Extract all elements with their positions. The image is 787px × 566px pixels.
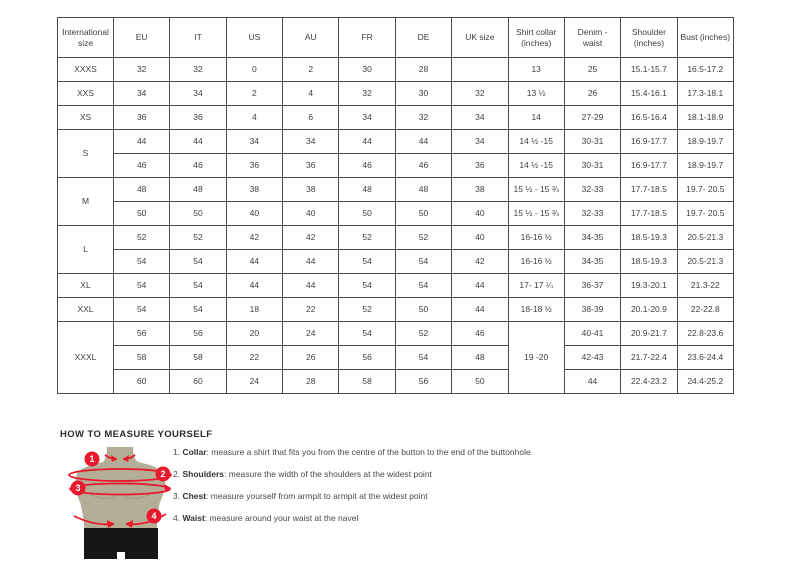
table-cell: 36	[114, 106, 170, 130]
table-cell: 18.1-18.9	[677, 106, 733, 130]
table-cell: 17- 17 ¼	[508, 274, 564, 298]
step-number: 4.	[173, 513, 183, 523]
column-header: FR	[339, 18, 395, 58]
measure-step	[173, 469, 531, 491]
table-cell: 46	[339, 154, 395, 178]
table-cell: 52	[395, 226, 451, 250]
table-cell: 44	[283, 274, 339, 298]
table-cell: 38	[226, 178, 282, 202]
table-cell: 44	[452, 274, 508, 298]
table-row	[58, 82, 734, 106]
step-text: : measure around your waist at the navel	[204, 513, 359, 523]
table-cell: 54	[395, 250, 451, 274]
table-cell: 18.9-19.7	[677, 130, 733, 154]
table-cell: 2	[226, 82, 282, 106]
table-cell: 58	[339, 370, 395, 394]
table-cell: 25	[564, 58, 620, 82]
table-row	[58, 130, 734, 154]
measure-steps-list	[173, 447, 531, 535]
size-group-label: XS	[58, 106, 114, 130]
table-row	[58, 202, 734, 226]
svg-text:1: 1	[89, 454, 95, 464]
table-cell: 15 ½ - 15 ¾	[508, 202, 564, 226]
table-cell: 14 ½ -15	[508, 130, 564, 154]
table-cell: 50	[170, 202, 226, 226]
table-cell: 26	[283, 346, 339, 370]
table-cell: 44	[226, 274, 282, 298]
table-cell: 48	[452, 346, 508, 370]
column-header: DE	[395, 18, 451, 58]
table-cell: 54	[395, 346, 451, 370]
table-cell: 28	[283, 370, 339, 394]
table-cell: 32	[114, 58, 170, 82]
table-row	[58, 154, 734, 178]
badge-2	[156, 467, 171, 482]
table-cell: 34	[170, 82, 226, 106]
table-cell: 22.4-23.2	[621, 370, 677, 394]
column-header: UK size	[452, 18, 508, 58]
measure-section-title: HOW TO MEASURE YOURSELF	[60, 429, 213, 440]
size-group-label: XXS	[58, 82, 114, 106]
table-cell: 44	[114, 130, 170, 154]
table-cell: 46	[452, 322, 508, 346]
table-cell: 54	[170, 274, 226, 298]
table-cell: 24	[226, 370, 282, 394]
table-cell: 56	[114, 322, 170, 346]
table-cell: 40-41	[564, 322, 620, 346]
table-cell: 44	[339, 130, 395, 154]
size-table-body	[58, 58, 734, 394]
table-cell: 40	[283, 202, 339, 226]
table-cell: 20.5-21.3	[677, 226, 733, 250]
column-header: Shirt collar (inches)	[508, 18, 564, 58]
svg-text:2: 2	[160, 469, 166, 479]
table-cell: 60	[170, 370, 226, 394]
table-cell: 36	[226, 154, 282, 178]
table-cell: 50	[339, 202, 395, 226]
table-cell: 50	[395, 298, 451, 322]
table-cell: 16.5-17.2	[677, 58, 733, 82]
shorts	[84, 528, 158, 559]
size-group-label: XXXL	[58, 322, 114, 394]
table-cell: 40	[226, 202, 282, 226]
table-cell: 16-16 ½	[508, 226, 564, 250]
table-cell: 36	[283, 154, 339, 178]
table-cell: 48	[339, 178, 395, 202]
table-cell: 32	[395, 106, 451, 130]
size-group-label: S	[58, 130, 114, 178]
table-cell: 30-31	[564, 154, 620, 178]
table-cell: 15.4-16.1	[621, 82, 677, 106]
table-cell: 54	[170, 298, 226, 322]
badge-3	[71, 481, 86, 496]
table-cell: 24	[283, 322, 339, 346]
table-cell: 34	[452, 106, 508, 130]
size-group-label: M	[58, 178, 114, 226]
table-cell: 36	[170, 106, 226, 130]
size-group-label: XXXS	[58, 58, 114, 82]
table-cell: 36	[452, 154, 508, 178]
step-text: : measure yourself from armpit to armpit at the widest point	[206, 491, 428, 501]
table-cell: 56	[170, 322, 226, 346]
table-row	[58, 178, 734, 202]
table-cell: 54	[114, 274, 170, 298]
table-cell: 32-33	[564, 202, 620, 226]
measure-step	[173, 513, 531, 535]
table-cell: 48	[170, 178, 226, 202]
table-cell: 15.1-15.7	[621, 58, 677, 82]
table-row	[58, 250, 734, 274]
table-cell: 16.9-17.7	[621, 130, 677, 154]
column-header: Bust (inches)	[677, 18, 733, 58]
table-cell: 36-37	[564, 274, 620, 298]
table-cell: 19.7- 20.5	[677, 178, 733, 202]
table-cell: 30-31	[564, 130, 620, 154]
table-cell: 17.7-18.5	[621, 178, 677, 202]
table-cell: 46	[170, 154, 226, 178]
badge-4	[147, 509, 162, 524]
table-cell: 32-33	[564, 178, 620, 202]
table-cell: 44	[226, 250, 282, 274]
size-chart-table	[57, 17, 734, 394]
table-cell: 14	[508, 106, 564, 130]
table-cell: 28	[395, 58, 451, 82]
table-cell: 0	[226, 58, 282, 82]
table-cell: 44	[170, 130, 226, 154]
svg-text:3: 3	[75, 483, 81, 493]
table-cell: 18	[226, 298, 282, 322]
step-number: 1.	[173, 447, 183, 457]
step-label: Waist	[182, 513, 205, 523]
table-cell: 42	[452, 250, 508, 274]
table-cell: 54	[339, 322, 395, 346]
table-row	[58, 226, 734, 250]
step-text: : measure a shirt that fits you from the centre of the button to the end of the buttonhole	[206, 447, 531, 457]
table-cell: 52	[339, 226, 395, 250]
column-header: AU	[283, 18, 339, 58]
table-cell: 21.3-22	[677, 274, 733, 298]
table-cell: 48	[395, 178, 451, 202]
table-cell: 58	[170, 346, 226, 370]
table-cell: 34-35	[564, 250, 620, 274]
table-cell: 46	[114, 154, 170, 178]
table-row	[58, 58, 734, 82]
table-cell: 20.1-20.9	[621, 298, 677, 322]
table-cell: 13	[508, 58, 564, 82]
table-cell: 60	[114, 370, 170, 394]
table-row	[58, 298, 734, 322]
table-cell: 58	[114, 346, 170, 370]
table-cell: 23.6-24.4	[677, 346, 733, 370]
step-label: Chest	[182, 491, 207, 501]
step-label: Collar	[182, 447, 207, 457]
table-cell: 4	[226, 106, 282, 130]
table-cell: 22	[283, 298, 339, 322]
size-group-label: L	[58, 226, 114, 274]
table-row	[58, 274, 734, 298]
table-cell: 38	[452, 178, 508, 202]
table-cell: 4	[283, 82, 339, 106]
table-row	[58, 322, 734, 346]
table-cell: 52	[339, 298, 395, 322]
table-cell: 22-22.8	[677, 298, 733, 322]
table-cell: 19 -20	[508, 322, 564, 394]
table-cell: 14 ½ -15	[508, 154, 564, 178]
table-cell: 50	[114, 202, 170, 226]
table-cell: 54	[114, 298, 170, 322]
measure-step	[173, 447, 531, 469]
table-cell: 21.7-22.4	[621, 346, 677, 370]
step-number: 2.	[173, 469, 183, 479]
table-cell: 44	[564, 370, 620, 394]
table-cell: 6	[283, 106, 339, 130]
table-cell: 44	[395, 130, 451, 154]
table-cell: 54	[114, 250, 170, 274]
column-header: Denim - waist	[564, 18, 620, 58]
table-cell: 2	[283, 58, 339, 82]
table-cell: 16.5-16.4	[621, 106, 677, 130]
table-cell: 54	[395, 274, 451, 298]
table-cell: 26	[564, 82, 620, 106]
table-cell: 32	[452, 82, 508, 106]
table-cell: 20.9-21.7	[621, 322, 677, 346]
table-cell: 48	[114, 178, 170, 202]
table-header-row	[58, 18, 734, 58]
step-text: : measure the width of the shoulders at the widest point	[224, 469, 432, 479]
step-number: 3.	[173, 491, 183, 501]
table-cell: 32	[339, 82, 395, 106]
measure-step	[173, 491, 531, 513]
table-row	[58, 106, 734, 130]
table-cell: 38-39	[564, 298, 620, 322]
column-header: IT	[170, 18, 226, 58]
table-cell: 18.5-19.3	[621, 250, 677, 274]
table-cell: 54	[339, 250, 395, 274]
table-cell: 50	[452, 370, 508, 394]
table-cell: 17.3-18.1	[677, 82, 733, 106]
table-row	[58, 370, 734, 394]
table-cell: 18.5-19.3	[621, 226, 677, 250]
step-label: Shoulders	[182, 469, 225, 479]
table-cell: 44	[283, 250, 339, 274]
table-cell	[452, 58, 508, 82]
table-cell: 52	[114, 226, 170, 250]
table-cell: 20.5-21.3	[677, 250, 733, 274]
table-cell: 42	[226, 226, 282, 250]
table-cell: 15 ½ - 15 ¾	[508, 178, 564, 202]
table-cell: 56	[339, 346, 395, 370]
table-cell: 34	[283, 130, 339, 154]
table-cell: 22	[226, 346, 282, 370]
table-cell: 44	[452, 298, 508, 322]
table-cell: 42-43	[564, 346, 620, 370]
table-cell: 52	[170, 226, 226, 250]
table-cell: 17.7-18.5	[621, 202, 677, 226]
column-header: International size	[58, 18, 114, 58]
table-cell: 54	[339, 274, 395, 298]
svg-text:4: 4	[151, 511, 157, 521]
table-cell: 30	[339, 58, 395, 82]
table-cell: 34	[452, 130, 508, 154]
table-cell: 46	[395, 154, 451, 178]
table-cell: 19.3-20.1	[621, 274, 677, 298]
badge-1	[85, 452, 100, 467]
size-group-label: XXL	[58, 298, 114, 322]
table-cell: 16-16 ½	[508, 250, 564, 274]
table-cell: 34-35	[564, 226, 620, 250]
table-cell: 13 ½	[508, 82, 564, 106]
table-cell: 19.7- 20.5	[677, 202, 733, 226]
table-cell: 40	[452, 226, 508, 250]
table-cell: 16.9-17.7	[621, 154, 677, 178]
table-cell: 34	[114, 82, 170, 106]
table-cell: 18-18 ½	[508, 298, 564, 322]
table-cell: 32	[170, 58, 226, 82]
table-cell: 42	[283, 226, 339, 250]
measurement-figure	[58, 444, 183, 566]
table-cell: 18.9-19.7	[677, 154, 733, 178]
size-group-label: XL	[58, 274, 114, 298]
table-cell: 40	[452, 202, 508, 226]
column-header: US	[226, 18, 282, 58]
column-header: Shoulder (inches)	[621, 18, 677, 58]
column-header: EU	[114, 18, 170, 58]
table-row	[58, 346, 734, 370]
table-cell: 56	[395, 370, 451, 394]
table-cell: 34	[226, 130, 282, 154]
table-cell: 22.8-23.6	[677, 322, 733, 346]
table-cell: 34	[339, 106, 395, 130]
table-cell: 30	[395, 82, 451, 106]
table-cell: 54	[170, 250, 226, 274]
table-cell: 27-29	[564, 106, 620, 130]
table-cell: 52	[395, 322, 451, 346]
table-cell: 50	[395, 202, 451, 226]
table-cell: 24.4-25.2	[677, 370, 733, 394]
table-cell: 20	[226, 322, 282, 346]
table-cell: 38	[283, 178, 339, 202]
